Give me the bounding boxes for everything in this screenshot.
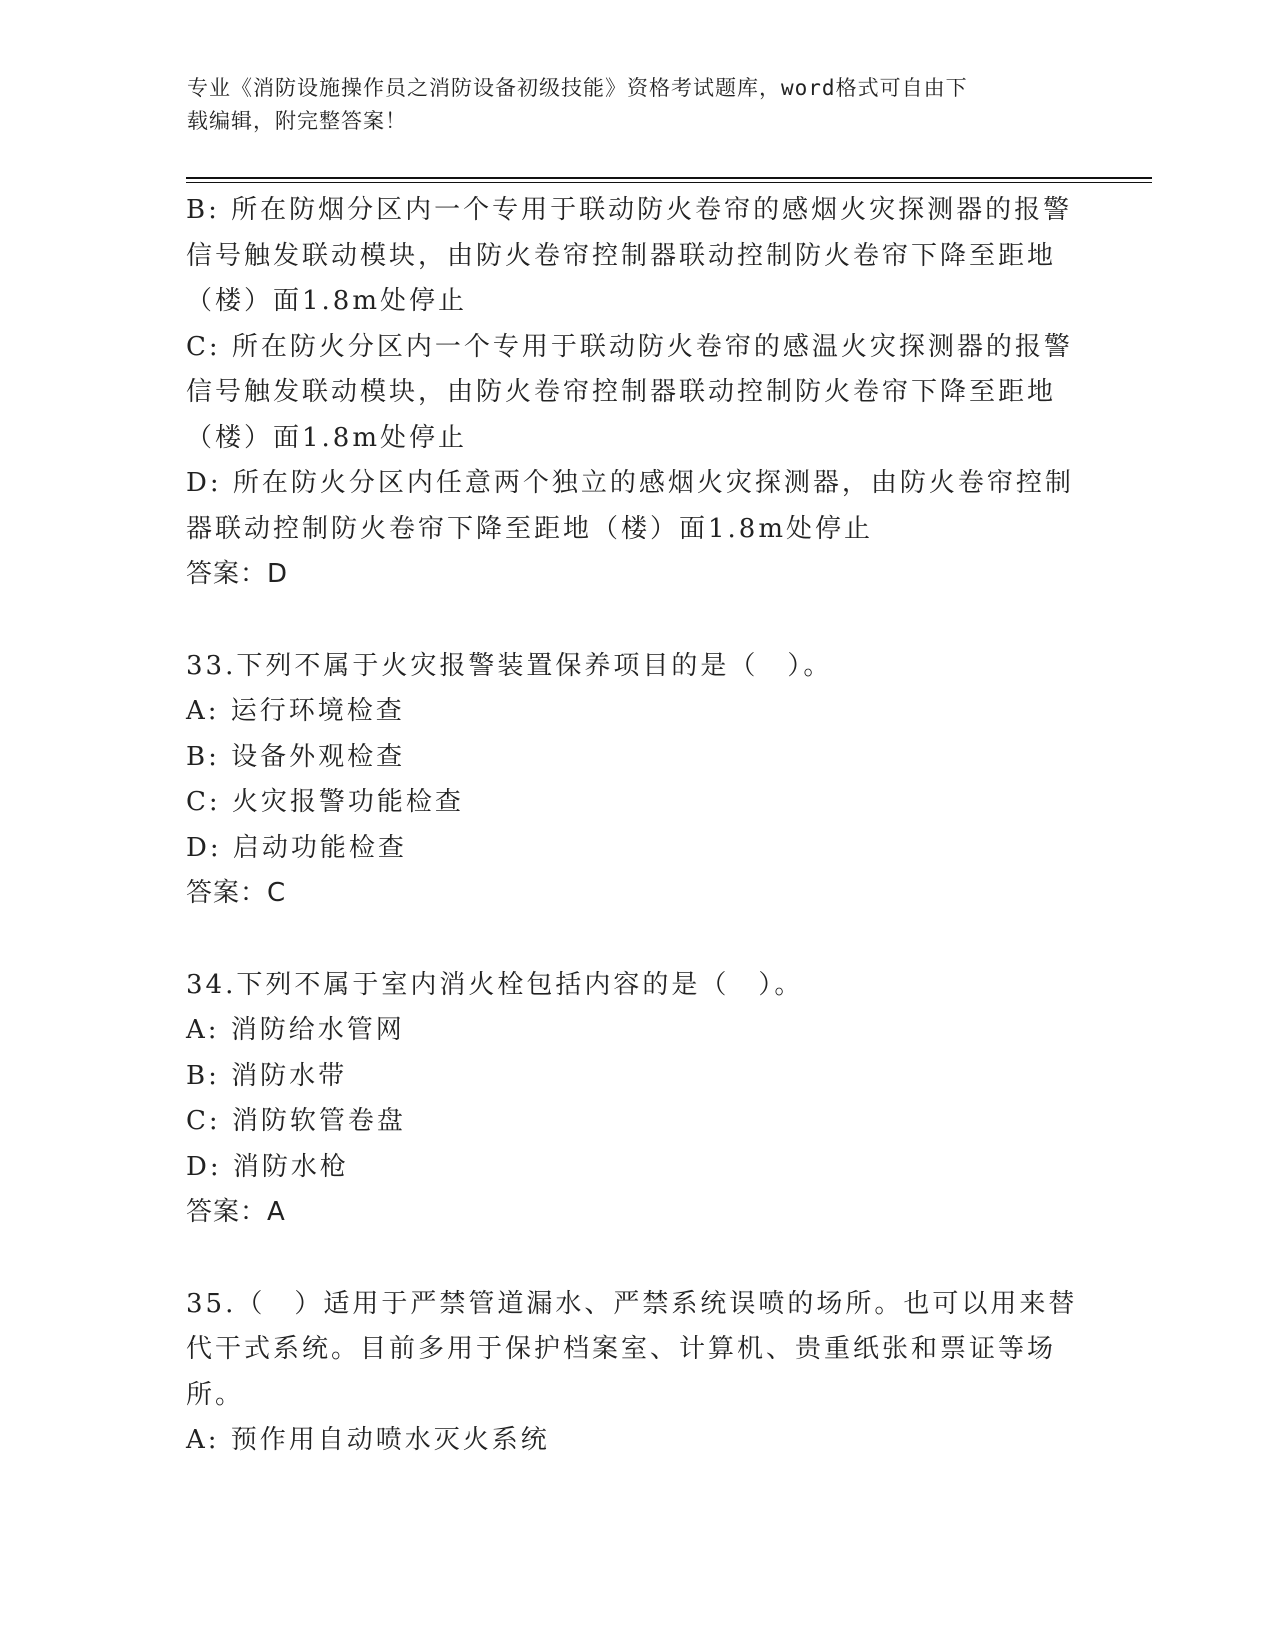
question-32-continued: [186, 188, 1086, 598]
document-body: [186, 188, 1086, 1464]
option-d: D: 启动功能检查: [186, 832, 407, 863]
question-stem: 35.（ ）适用于严禁管道漏水、严禁系统误喷的场所。也可以用来替代干式系统。目前多用于保护档案室、计算机、贵重纸张和票证等场所。: [186, 1288, 1078, 1410]
option-b: B: 消防水带: [186, 1060, 348, 1091]
option-a: A: 消防给水管网: [186, 1015, 405, 1045]
question-33: [186, 644, 1086, 917]
header-divider-thin: [186, 182, 1152, 183]
header-title-line-2: 载编辑，附完整答案！: [187, 109, 407, 133]
question-34: [186, 963, 1086, 1236]
option-b: B: 设备外观检查: [186, 741, 406, 772]
option-c: C: 所在防火分区内一个专用于联动防火卷帘的感温火灾探测器的报警信号触发联动模块，由防火卷帘控制器联动控制防火卷帘下降至距地（楼）面1.8m处停止: [186, 331, 1073, 453]
answer: 答案：D: [186, 559, 289, 589]
option-a: A: 运行环境检查: [186, 696, 405, 726]
option-d: D: 所在防火分区内任意两个独立的感烟火灾探测器，由防火卷帘控制器联动控制防火卷帘下降至距地（楼）面1.8m处停止: [186, 468, 1074, 544]
header-divider-thick: [186, 177, 1152, 179]
question-stem: 34.下列不属于室内消火栓包括内容的是（ ）。: [186, 969, 804, 1000]
option-d: D: 消防水枪: [186, 1151, 349, 1182]
page-header: [187, 72, 1067, 138]
option-a: A: 预作用自动喷水灭火系统: [186, 1425, 550, 1455]
question-stem: 33.下列不属于火灾报警装置保养项目的是（ ）。: [186, 650, 833, 681]
question-35: [186, 1282, 1086, 1464]
answer: 答案：C: [186, 878, 287, 908]
answer: 答案：A: [186, 1197, 286, 1227]
header-title-line-1: 专业《消防设施操作员之消防设备初级技能》资格考试题库，word格式可自由下: [187, 76, 968, 100]
option-b: B: 所在防烟分区内一个专用于联动防火卷帘的感烟火灾探测器的报警信号触发联动模块，由防火卷帘控制器联动控制防火卷帘下降至距地（楼）面1.8m处停止: [186, 195, 1073, 316]
option-c: C: 火灾报警功能检查: [186, 787, 464, 817]
option-c: C: 消防软管卷盘: [186, 1106, 406, 1136]
